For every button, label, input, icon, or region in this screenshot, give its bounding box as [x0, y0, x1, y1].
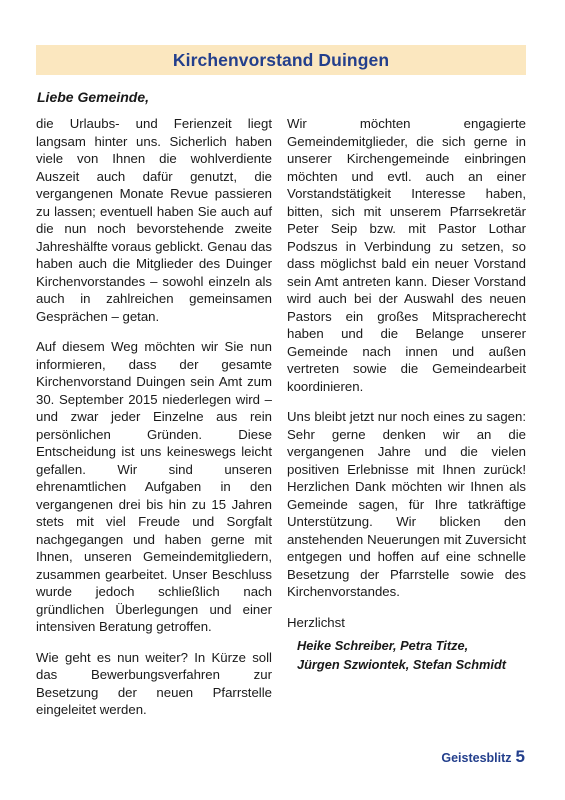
section-header-bar	[36, 45, 526, 75]
left-column	[36, 115, 272, 732]
page-number: 5	[515, 747, 525, 766]
greeting: Liebe Gemeinde,	[37, 89, 150, 105]
signature-line-2: Jürgen Szwiontek, Stefan Schmidt	[297, 657, 507, 672]
paragraph-1: die Urlaubs- und Ferienzeit liegt langsam hinter uns. Sicherlich haben viele von Ihnen die wohlverdiente Auszeit auch dafür genutzt, die vergangenen Monate Revue passieren zu lassen; eventuell haben Sie auch auf die nun noch bevorstehende zweite Jahreshälfte voraus geblickt. Genau das haben auch die Mitglieder des Duinger Kirchenvorstandes – sowohl einzeln als auch in zahlreichen gemeinsamen Gesprächen – getan.	[36, 116, 272, 324]
closing-text: Herzlichst	[287, 614, 345, 630]
paragraph-5: Uns bleibt jetzt nur noch eines zu sagen: Sehr gerne denken wir an die vergangenen Jahre und die vielen positiven Erlebnisse mit Ihnen zurück! Herzlichen Dank möchten wir Ihnen als Gemeinde sagen, für Ihre tatkräftige Unterstützung. Wir blicken den anstehenden Neuerungen mit Zuversicht entgegen und hoffen auf eine schnelle Besetzung der Pfarrstelle sowie des Kirchenvorstandes.	[287, 409, 526, 599]
publication-name: Geistesblitz	[441, 751, 512, 765]
paragraph-4: Wir möchten engagierte Gemeindemitglieder, die sich gerne in unserer Kirchengemeinde einbringen möchten und evtl. auch an einer Vorstandstätigkeit Interesse haben, bitten, sich mit unserem Pfarrsekretär Peter Seip bzw. mit Pastor Lothar Podszus in Verbindung zu setzen, so dass möglichst bald ein neuer Vorstand sein Amt antreten kann. Dieser Vorstand wird auch bei der Auswahl des neuen Pastors ein großes Mitspracherecht haben und die Belange unserer Gemeinde nach innen und außen vertreten sowie die Gemeindearbeit koordinieren.	[287, 116, 526, 394]
page-footer	[441, 747, 525, 767]
paragraph-3: Wie geht es nun weiter? In Kürze soll das Bewerbungsverfahren zur Besetzung der neuen Pfarrstelle eingeleitet werden.	[36, 649, 272, 717]
paragraph-2: Auf diesem Weg möchten wir Sie nun informieren, dass der gesamte Kirchenvorstand Duingen sein Amt zum 30. September 2015 niederlegen wird – und zwar jeder Einzelne aus rein persönlichen Gründen. Diese Entscheidung ist uns keineswegs leicht gefallen. Wir sind unseren ehrenamtlichen Aufgaben in den vergangenen drei bis hin zu 15 Jahren stets mit viel Freude und Sorgfalt nachgegangen und haben gerne mit Ihnen, unseren Gemeindemitgliedern, zusammen gearbeitet. Unser Beschluss wurde jedoch schließlich nach gründlichen Überlegungen und einer intensiven Beratung getroffen.	[36, 339, 272, 634]
section-title: Kirchenvorstand Duingen	[172, 49, 390, 70]
right-column	[287, 115, 526, 674]
signature-line-1: Heike Schreiber, Petra Titze,	[297, 638, 469, 653]
